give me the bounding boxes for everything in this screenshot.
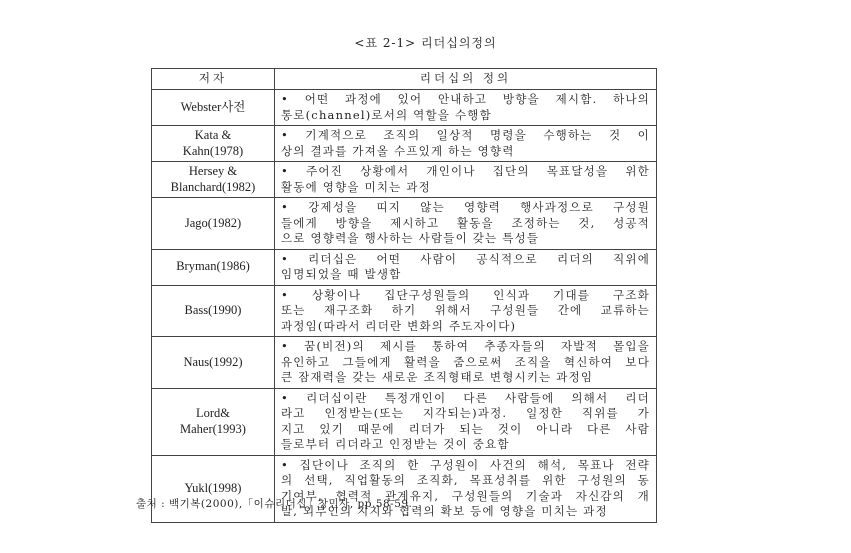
author-cell [152, 126, 275, 162]
definition-cell [275, 455, 657, 522]
definition-cell [275, 337, 657, 389]
table-row [152, 337, 657, 389]
definition-line: 라고 인정받는(또는 지각되는)과정. 일정한 직위를 가 [281, 406, 650, 420]
author-cell [152, 285, 275, 337]
definition-line: 으로 영향력을 행사하는 사람들이 갖는 특성들 [281, 231, 540, 245]
definition-line: 또는 재구조화 하기 위해서 구성원들 간에 교류하는 [281, 303, 650, 317]
table-caption: <표 2-1> 리더십의정의 [354, 36, 497, 50]
definition-line: 과정임(따라서 리더란 변화의 주도자이다) [281, 318, 517, 333]
author-line: Naus(1992) [183, 354, 243, 369]
author-cell [152, 388, 275, 455]
definition-line: • 꿈(비전)의 제시를 통하여 추종자들의 자발적 몰입을 [281, 339, 650, 353]
definition-line: • 주어진 상황에서 개인이나 집단의 목표달성을 위한 [281, 164, 650, 178]
table-row [152, 455, 657, 522]
table-row [152, 126, 657, 162]
author-cell [152, 337, 275, 389]
table-row [152, 285, 657, 337]
author-line: Yukl(1998) [184, 480, 242, 495]
definition-line: • 어떤 과정에 있어 안내하고 방향을 제시함. 하나의 [281, 92, 650, 106]
definition-line: 큰 잠재력을 갖는 새로운 조직형태로 변형시키는 과정임 [281, 370, 594, 384]
author-cell [152, 162, 275, 198]
table-row [152, 249, 657, 285]
author-line: Jago(1982) [184, 215, 242, 230]
author-cell [152, 249, 275, 285]
author-cell [152, 90, 275, 126]
definition-line: 기여부, 협력적 관계유지, 구성원들의 기술과 자신감의 개 [281, 488, 650, 503]
definition-line: 임명되었을 때 발생함 [281, 267, 402, 281]
author-line: Bass(1990) [184, 303, 242, 317]
definition-line: 들에게 방향을 제시하고 활동을 조정하는 것, 성공적 [281, 215, 650, 230]
header-row [152, 69, 657, 90]
leadership-definition-table [151, 68, 657, 523]
author-line: Blanchard(1982) [170, 179, 256, 194]
definition-line: 활동에 영향을 미치는 과정 [281, 179, 431, 194]
author-line: Bryman(1986) [176, 259, 250, 274]
definition-line: • 강제성을 띠지 않는 영향력 행사과정으로 구성원 [281, 200, 650, 214]
definition-line: 통로(channel)로서의 역할을 수행함 [281, 107, 492, 122]
definition-line: • 리더십이란 특정개인이 다른 사람들에 의해서 리더 [281, 390, 650, 405]
table-row [152, 162, 657, 198]
table-row [152, 388, 657, 455]
author-line: Maher(1993) [180, 421, 246, 436]
definition-cell [275, 388, 657, 455]
definition-cell [275, 126, 657, 162]
definition-cell [275, 249, 657, 285]
table-row [152, 198, 657, 250]
source-note: 출처 : 백기복(2000),「이슈리더십」창민사, pp.58-59. [136, 498, 413, 510]
author-cell [152, 455, 275, 522]
header-author: 저자 [152, 69, 275, 90]
definition-line: 상의 결과를 가져올 수프있게 하는 영향력 [281, 143, 515, 158]
author-line: Hersey & [188, 164, 238, 178]
definition-line: 유인하고 그들에게 활력을 줌으로써 조직을 혁신하여 보다 [281, 354, 650, 369]
definition-line: • 리더십은 어떤 사람이 공식적으로 리더의 직위에 [281, 251, 650, 266]
definition-line: 들로부터 리더라고 인정받는 것이 중요함 [281, 437, 510, 451]
definition-line: • 집단이나 조직의 한 구성원이 사건의 해석, 목표나 전략 [281, 457, 650, 472]
definition-cell [275, 90, 657, 126]
definition-cell [275, 285, 657, 337]
definition-line: 의 선택, 직업활동의 조직화, 목표성취를 위한 구성원의 동 [281, 473, 650, 487]
author-cell [152, 198, 275, 250]
author-line: Webster사전 [180, 99, 246, 114]
definition-line: • 상황이나 집단구성원들의 인식과 기대를 구조화 [281, 287, 650, 302]
header-definition: 리더십의 정의 [275, 69, 657, 90]
author-line: Lord& [195, 406, 231, 420]
table-row [152, 90, 657, 126]
definition-cell [275, 162, 657, 198]
definition-line: 지고 있기 때문에 리더가 되는 것이 아니라 다른 사람 [281, 421, 650, 436]
definition-line: 발, 외부인의 지지와 협력의 확보 등에 영향을 미치는 과정 [281, 504, 608, 518]
definition-cell [275, 198, 657, 250]
definition-line: • 기계적으로 조직의 일상적 명령을 수행하는 것 이 [281, 128, 650, 142]
author-line: Kahn(1978) [182, 143, 244, 158]
author-line: Kata & [194, 128, 232, 142]
